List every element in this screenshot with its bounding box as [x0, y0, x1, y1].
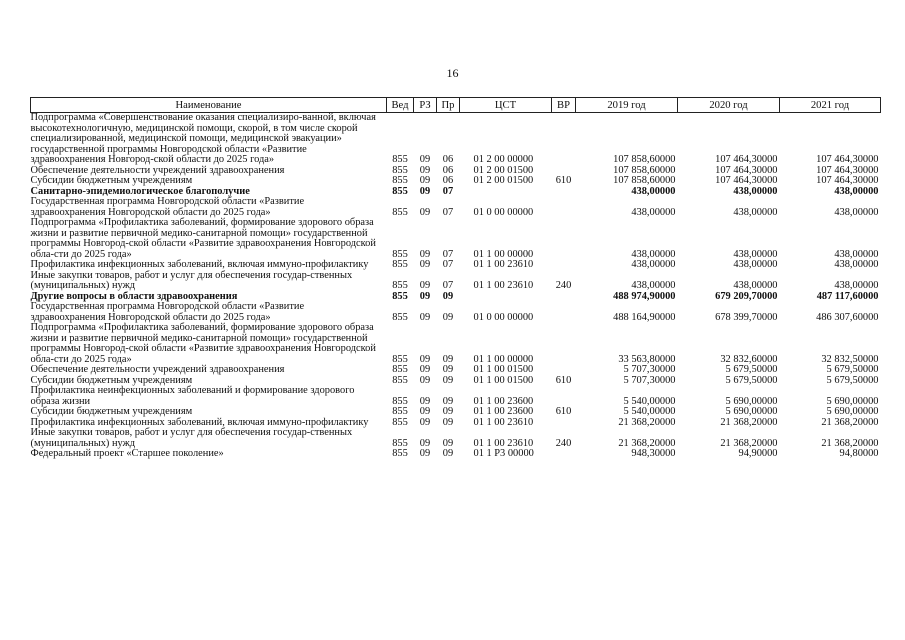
cell-2020: 107 464,30000	[715, 164, 778, 176]
cell-2021: 438,00000	[834, 280, 879, 291]
cell-vr: 610	[555, 406, 572, 417]
cell-2021: 21 368,20000	[821, 416, 879, 428]
cell-name: Иные закупки товаров, работ и услуг для обеспечения государ-ственных (муниципальных) нужд	[30, 427, 353, 449]
cell-2020: 107 464,30000	[715, 154, 778, 165]
cell-2021: 107 464,30000	[816, 154, 879, 165]
cell-name: Государственная программа Новгородской области «Развитие здравоохранения Новгородской области до 2025 года»	[30, 196, 305, 218]
cell-vr	[552, 418, 576, 429]
table-row	[31, 176, 881, 187]
cell-cst	[460, 292, 552, 303]
cell-ved: 855	[392, 395, 408, 407]
cell-2021: 438,00000	[834, 206, 879, 218]
cell-ved: 855	[392, 259, 408, 270]
cell-2019: 5 540,00000	[623, 395, 676, 407]
cell-ved: 855	[392, 185, 408, 197]
cell-cst: 01 2 00 00000	[473, 154, 534, 165]
cell-pr: 09	[442, 406, 454, 417]
cell-name: Подпрограмма «Совершенствование оказания специализиро-ванной, включая высокотехнологичную, медицинской помощи, скорой, в том числе скорой специализированной, медицинской помощи, медицинской эвакуации» государственной программы Новгородской области «Развитие здравоохранения Новгород-ской области до 2025 года»	[30, 112, 376, 165]
cell-2019: 948,30000	[631, 448, 676, 459]
cell-pr: 09	[442, 311, 454, 323]
cell-pr: 06	[442, 154, 454, 165]
cell-cst: 01 1 00 01500	[473, 364, 534, 375]
cell-2021: 5 690,00000	[826, 395, 879, 407]
cell-pr: 06	[442, 175, 454, 186]
header-2021: 2021 год	[780, 98, 881, 113]
cell-2021: 94,80000	[839, 448, 879, 459]
cell-pr: 07	[442, 259, 454, 270]
cell-vr	[552, 323, 576, 365]
cell-pr: 09	[442, 437, 454, 449]
cell-2020: 32 832,60000	[720, 353, 778, 365]
cell-2021: 107 464,30000	[816, 164, 879, 176]
cell-rz: 09	[419, 290, 431, 302]
cell-2019: 107 858,60000	[613, 154, 676, 165]
cell-name: Иные закупки товаров, работ и услуг для обеспечения государ-ственных (муниципальных) нужд	[30, 269, 353, 291]
cell-rz: 09	[419, 154, 431, 165]
cell-2020: 21 368,20000	[720, 416, 778, 428]
cell-2020: 678 399,70000	[715, 311, 778, 323]
cell-2021: 486 307,60000	[816, 311, 879, 323]
cell-pr: 07	[442, 185, 454, 197]
cell-rz: 09	[419, 311, 431, 323]
cell-2019: 21 368,20000	[618, 416, 676, 428]
cell-2021: 438,00000	[834, 185, 879, 197]
cell-name: Подпрограмма «Профилактика заболеваний, формирование здорового образа жизни и развитие первичной медико-санитарной помощи» государственной программы Новгород-ской области «Развитие здравоохранения Новгородской обла-сти до 2025 года»	[30, 322, 376, 365]
cell-pr: 09	[442, 364, 454, 375]
cell-vr	[552, 197, 576, 218]
cell-ved: 855	[392, 374, 408, 386]
table-row	[31, 197, 881, 218]
cell-rz: 09	[419, 374, 431, 386]
cell-2020: 5 690,00000	[725, 395, 778, 407]
cell-ved: 855	[392, 280, 408, 291]
cell-cst: 01 0 00 00000	[473, 311, 534, 323]
cell-rz: 09	[419, 416, 431, 428]
cell-ved: 855	[392, 448, 408, 459]
header-2020: 2020 год	[678, 98, 780, 113]
cell-ved: 855	[392, 164, 408, 176]
cell-2020: 438,00000	[733, 259, 778, 270]
cell-vr	[552, 260, 576, 271]
cell-name: Обеспечение деятельности учреждений здравоохранения	[30, 364, 285, 375]
cell-cst: 01 1 00 00000	[473, 353, 534, 365]
cell-ved: 855	[392, 154, 408, 165]
cell-cst: 01 1 Р3 00000	[473, 448, 534, 459]
cell-rz: 09	[419, 248, 431, 260]
cell-rz: 09	[419, 175, 431, 186]
table-row	[31, 113, 881, 166]
cell-vr: 240	[555, 280, 572, 291]
page-number: 16	[446, 66, 459, 80]
header-cst: ЦСТ	[460, 98, 552, 113]
cell-pr: 06	[442, 164, 454, 176]
cell-ved: 855	[392, 437, 408, 449]
cell-vr: 610	[555, 374, 572, 386]
cell-vr	[552, 449, 576, 460]
cell-2019: 107 858,60000	[613, 164, 676, 176]
table-row	[31, 271, 881, 292]
cell-2021: 5 690,00000	[826, 406, 879, 417]
cell-vr: 240	[555, 437, 572, 449]
cell-name: Профилактика инфекционных заболеваний, включая иммуно-профилактику	[30, 416, 369, 428]
cell-2021: 32 832,50000	[821, 353, 879, 365]
cell-2019: 5 707,30000	[623, 364, 676, 375]
cell-name: Субсидии бюджетным учреждениям	[30, 374, 193, 386]
cell-ved: 855	[392, 290, 408, 302]
cell-pr: 09	[442, 395, 454, 407]
cell-cst: 01 2 00 01500	[473, 164, 534, 176]
cell-ved: 855	[392, 416, 408, 428]
cell-rz: 09	[419, 437, 431, 449]
cell-rz: 09	[419, 395, 431, 407]
cell-vr	[552, 365, 576, 376]
cell-name: Обеспечение деятельности учреждений здравоохранения	[30, 164, 285, 176]
table-row	[31, 218, 881, 260]
cell-2020: 94,90000	[738, 448, 778, 459]
cell-2020: 438,00000	[733, 206, 778, 218]
table-row	[31, 386, 881, 407]
header-ved: Вед	[387, 98, 414, 113]
table-row	[31, 449, 881, 460]
cell-rz: 09	[419, 185, 431, 197]
cell-vr	[552, 292, 576, 303]
cell-cst: 01 1 00 23610	[473, 280, 534, 291]
header-2019: 2019 год	[576, 98, 678, 113]
cell-vr	[552, 113, 576, 166]
cell-2021: 107 464,30000	[816, 175, 879, 186]
cell-ved: 855	[392, 406, 408, 417]
table-row	[31, 323, 881, 365]
cell-2019: 33 563,80000	[618, 353, 676, 365]
cell-2020: 679 209,70000	[715, 290, 778, 302]
cell-2020: 438,00000	[733, 280, 778, 291]
cell-cst: 01 1 00 01500	[473, 374, 534, 386]
cell-name: Субсидии бюджетным учреждениям	[30, 406, 193, 417]
cell-name: Субсидии бюджетным учреждениям	[30, 175, 193, 186]
cell-2021: 21 368,20000	[821, 437, 879, 449]
table-row	[31, 365, 881, 376]
cell-name: Федеральный проект «Старшее поколение»	[30, 448, 224, 459]
cell-ved: 855	[392, 248, 408, 260]
cell-2019: 5 707,30000	[623, 374, 676, 386]
table-body	[31, 113, 881, 460]
cell-vr	[552, 187, 576, 198]
table-row	[31, 407, 881, 418]
cell-rz: 09	[419, 406, 431, 417]
cell-2021: 487 117,60000	[816, 290, 879, 302]
cell-ved: 855	[392, 311, 408, 323]
cell-ved: 855	[392, 206, 408, 218]
cell-rz: 09	[419, 206, 431, 218]
cell-2020: 438,00000	[733, 248, 778, 260]
cell-2019: 438,00000	[631, 248, 676, 260]
cell-2019: 488 974,90000	[613, 290, 676, 302]
cell-2021: 5 679,50000	[826, 374, 879, 386]
cell-ved: 855	[392, 175, 408, 186]
cell-name: Профилактика инфекционных заболеваний, включая иммуно-профилактику	[30, 259, 369, 270]
cell-2019: 438,00000	[631, 259, 676, 270]
cell-pr: 07	[442, 280, 454, 291]
header-rz: РЗ	[414, 98, 437, 113]
cell-name: Профилактика неинфекционных заболеваний и формирование здорового образа жизни	[30, 385, 355, 407]
cell-2020: 5 679,50000	[725, 364, 778, 375]
cell-2019: 438,00000	[631, 185, 676, 197]
cell-2021: 438,00000	[834, 248, 879, 260]
cell-2019: 5 540,00000	[623, 406, 676, 417]
cell-rz: 09	[419, 353, 431, 365]
cell-pr: 09	[442, 448, 454, 459]
cell-cst: 01 0 00 00000	[473, 206, 534, 218]
cell-rz: 09	[419, 259, 431, 270]
cell-rz: 09	[419, 280, 431, 291]
cell-name: Государственная программа Новгородской области «Развитие здравоохранения Новгородской области до 2025 года»	[30, 301, 305, 323]
cell-pr: 09	[442, 416, 454, 428]
cell-2020: 107 464,30000	[715, 175, 778, 186]
cell-name: Санитарно-эпидемиологическое благополучие	[30, 185, 250, 197]
header-vr: ВР	[552, 98, 576, 113]
cell-cst: 01 1 00 23600	[473, 406, 534, 417]
cell-rz: 09	[419, 164, 431, 176]
cell-2020: 438,00000	[733, 185, 778, 197]
cell-2021: 438,00000	[834, 259, 879, 270]
cell-rz: 09	[419, 364, 431, 375]
cell-pr: 07	[442, 206, 454, 218]
cell-pr: 09	[442, 290, 454, 302]
cell-2020: 5 679,50000	[725, 374, 778, 386]
budget-table	[30, 97, 881, 460]
cell-cst: 01 1 00 23610	[473, 437, 534, 449]
table-row	[31, 302, 881, 323]
cell-vr: 610	[555, 175, 572, 186]
cell-name: Подпрограмма «Профилактика заболеваний, формирование здорового образа жизни и развитие первичной медико-санитарной помощи» государственной программы Новгород-ской области «Развитие здравоохранения Новгородской обла-сти до 2025 года»	[30, 217, 376, 260]
cell-name: Другие вопросы в области здравоохранения	[30, 290, 238, 302]
header-pr: Пр	[437, 98, 460, 113]
cell-pr: 09	[442, 374, 454, 386]
cell-2019: 438,00000	[631, 206, 676, 218]
cell-2021: 5 679,50000	[826, 364, 879, 375]
table-row	[31, 428, 881, 449]
cell-2019: 21 368,20000	[618, 437, 676, 449]
cell-cst: 01 1 00 23610	[473, 416, 534, 428]
cell-2020: 21 368,20000	[720, 437, 778, 449]
cell-cst: 01 1 00 23600	[473, 395, 534, 407]
cell-vr	[552, 302, 576, 323]
table-row	[31, 260, 881, 271]
cell-cst: 01 2 00 01500	[473, 175, 534, 186]
cell-ved: 855	[392, 353, 408, 365]
cell-2019: 488 164,90000	[613, 311, 676, 323]
cell-pr: 09	[442, 353, 454, 365]
cell-ved: 855	[392, 364, 408, 375]
table-header-row	[31, 98, 881, 113]
cell-cst	[460, 187, 552, 198]
header-name: Наименование	[31, 98, 387, 113]
cell-cst: 01 1 00 00000	[473, 248, 534, 260]
cell-2019: 438,00000	[631, 280, 676, 291]
cell-2020: 5 690,00000	[725, 406, 778, 417]
cell-cst: 01 1 00 23610	[473, 259, 534, 270]
cell-2019: 107 858,60000	[613, 175, 676, 186]
cell-vr	[552, 218, 576, 260]
cell-pr: 07	[442, 248, 454, 260]
cell-vr	[552, 386, 576, 407]
cell-rz: 09	[419, 448, 431, 459]
